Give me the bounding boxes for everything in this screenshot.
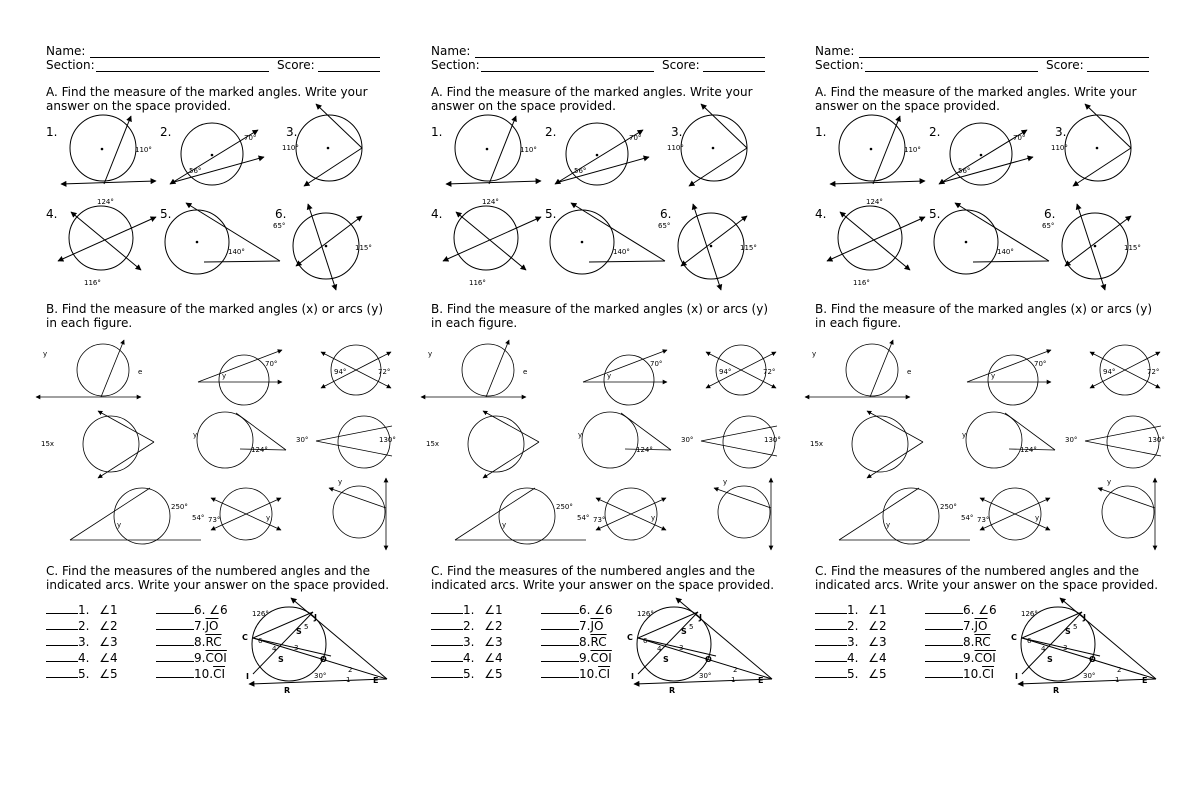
figure-b1 [805,340,910,397]
c-label: R [284,686,291,695]
b-label: y [222,372,227,380]
answer-row: 5. ∠5 [46,666,118,682]
figure-a5 [165,203,280,274]
b-label: y [962,431,967,439]
figure-a4 [58,206,156,270]
part-c-instruction: C. Find the measures of the numbered angles and the indicated arcs. Write your answer on the space provided. [46,564,390,592]
answer-blank[interactable] [925,602,963,614]
answer-blank[interactable] [541,666,579,678]
answer-blank[interactable] [541,634,579,646]
figure-a2 [555,123,649,185]
c-label: 4 [1041,645,1046,653]
c-label: C [242,633,248,642]
angle-label: 56° [189,167,202,175]
arc-label: 110° [135,146,152,154]
answer-row: 4. ∠4 [431,650,503,666]
arc-label: 115° [355,244,372,252]
answer-row: 3. ∠3 [815,634,887,650]
answer-row: $7.\overline{JO}$ [156,618,228,634]
name-label: Name: [46,44,86,58]
figure-a4 [443,206,541,270]
c-label: O [320,655,327,664]
arc-label: 65° [1042,222,1055,230]
b-label: 73° [208,516,221,524]
a-number: 3. [1055,125,1067,139]
answer-row: 1. ∠1 [46,602,118,618]
part-b-instruction: B. Find the measure of the marked angles (x) or arcs (y) in each figure. [46,302,384,330]
answer-row: 5. ∠5 [815,666,887,682]
figure-b4 [852,411,923,478]
arc-label: 110° [282,144,299,152]
b-label: 124° [251,446,268,454]
arc-label: 140° [997,248,1014,256]
c-label: S [1065,627,1071,636]
b-label: 30° [681,436,694,444]
answer-blank[interactable] [925,618,963,630]
section-field[interactable] [865,58,1038,72]
answer-row: 1. ∠1 [815,602,887,618]
answer-blank[interactable] [815,618,847,630]
b-label: y [502,521,507,529]
c-label: 1 [731,676,736,684]
c-label: I [246,672,249,681]
c-label: 30° [1083,672,1096,680]
part-c-instruction: C. Find the measures of the numbered angles and the indicated arcs. Write your answer on the space provided. [431,564,775,592]
b-label: e [523,368,528,376]
arc-label: 70° [1013,134,1026,142]
b-label: y [991,372,996,380]
b-label: y [886,521,891,529]
c-label: 6 [643,637,648,645]
arc-label: 110° [1051,144,1068,152]
b-label: 30° [296,436,309,444]
part-b-instruction: B. Find the measure of the marked angles (x) or arcs (y) in each figure. [431,302,769,330]
c-label: 2 [348,666,353,674]
b-label: 250° [940,503,957,511]
b-label: 73° [593,516,606,524]
part-c-left-list [46,602,118,682]
b-label: 124° [636,446,653,454]
arc-label: 70° [244,134,257,142]
c-label: E [1142,676,1148,685]
b-label: 70° [650,360,663,368]
b-label: 94° [334,368,347,376]
answer-blank[interactable] [925,666,963,678]
figure-a5 [934,203,1049,274]
answer-row: $10.\overline{CI}$ [925,666,997,682]
answer-blank[interactable] [46,650,78,662]
a-number: 1. [46,125,58,139]
figure-b9 [1098,478,1155,550]
figure-a6 [678,204,747,290]
answer-row: $8.\overline{RC}$ [156,634,228,650]
part-a-figures-row2 [46,198,391,290]
part-b-instruction: B. Find the measure of the marked angles (x) or arcs (y) in each figure. [815,302,1153,330]
arc-label: 124° [482,198,499,206]
b-label: 72° [1147,368,1160,376]
b-label: y [43,350,48,358]
figure-a2 [939,123,1033,185]
part-c-right-list [541,602,613,682]
answer-blank[interactable] [431,618,463,630]
figure-b7 [455,488,586,544]
a-number: 3. [286,125,298,139]
figure-b9 [329,478,386,550]
part-a-instruction: A. Find the measure of the marked angles. Write your answer on the space provided. [815,85,1137,113]
section-field[interactable] [96,58,269,72]
answer-blank[interactable] [46,602,78,614]
name-field[interactable] [859,44,1149,58]
answer-row: 6. ∠6 [925,602,997,618]
part-a-instruction: A. Find the measure of the marked angles. Write your answer on the space provided. [46,85,368,113]
b-label: 124° [1020,446,1037,454]
c-label: E [373,676,379,685]
answer-row: 5. ∠5 [431,666,503,682]
answer-row: $8.\overline{RC}$ [925,634,997,650]
c-label: 6 [258,637,263,645]
answer-row: 2. ∠2 [815,618,887,634]
answer-row: $9.\overline{COI}$ [541,650,613,666]
arc-label: 110° [667,144,684,152]
answer-row: 1. ∠1 [431,602,503,618]
figure-b8 [596,488,666,540]
figure-b4 [83,411,154,478]
answer-row: $9.\overline{COI}$ [156,650,228,666]
b-label: 73° [977,516,990,524]
a-number: 3. [671,125,683,139]
c-label: 3 [679,644,684,652]
answer-blank[interactable] [46,618,78,630]
c-label: 1 [1115,676,1120,684]
c-label: S [681,627,687,636]
part-c-right-list [156,602,228,682]
answer-blank[interactable] [156,666,194,678]
score-label: Score: [1046,58,1084,72]
figure-b2 [967,350,1051,405]
c-label: S [663,655,669,664]
answer-blank[interactable] [815,602,847,614]
b-label: 94° [719,368,732,376]
c-label: 126° [252,610,269,618]
part-a-figures-row1 [46,112,391,192]
part-a-figures-row2 [431,198,776,290]
arc-label: 110° [520,146,537,154]
figure-b1 [421,340,526,397]
section-field[interactable] [481,58,654,72]
figure-b4 [468,411,539,478]
part-c-left-list [431,602,503,682]
a-number: 5. [929,207,941,221]
c-label: 3 [294,644,299,652]
answer-blank[interactable] [431,602,463,614]
arc-label: 124° [97,198,114,206]
c-label: 126° [1021,610,1038,618]
b-label: 130° [1148,436,1165,444]
figure-a4 [827,206,925,270]
section-label: Section: [46,58,95,72]
answer-row: $8.\overline{RC}$ [541,634,613,650]
answer-blank[interactable] [431,634,463,646]
name-field[interactable] [475,44,765,58]
part-a-instruction: A. Find the measure of the marked angles. Write your answer on the space provided. [431,85,753,113]
answer-row: 4. ∠4 [46,650,118,666]
b-label: 54° [961,514,974,522]
answer-blank[interactable] [431,666,463,678]
worksheet-panel [426,0,781,785]
arc-label: 140° [613,248,630,256]
b-label: 130° [764,436,781,444]
arc-label: 140° [228,248,245,256]
b-label: 30° [1065,436,1078,444]
answer-blank[interactable] [156,634,194,646]
figure-a6 [1062,204,1131,290]
answer-row: 3. ∠3 [46,634,118,650]
name-field[interactable] [90,44,380,58]
b-label: e [138,368,143,376]
b-label: y [723,478,728,486]
answer-row: 2. ∠2 [46,618,118,634]
c-label: 126° [637,610,654,618]
figure-b9 [714,478,771,550]
arc-label: 65° [658,222,671,230]
part-a-figures-row1 [815,112,1160,192]
b-label: 15x [41,440,55,448]
a-number: 2. [160,125,172,139]
c-label: 4 [657,645,662,653]
answer-row: 6. ∠6 [541,602,613,618]
part-c-instruction: C. Find the measures of the numbered angles and the indicated arcs. Write your answer on the space provided. [815,564,1159,592]
name-label: Name: [431,44,471,58]
figure-b7 [70,488,201,544]
b-label: y [812,350,817,358]
arc-label: 116° [469,279,486,287]
figure-b5 [966,412,1055,468]
c-label: 5 [1073,623,1078,631]
arc-label: 116° [853,279,870,287]
section-label: Section: [815,58,864,72]
c-label: J [1083,613,1086,622]
answer-blank[interactable] [925,634,963,646]
figure-b7 [839,488,970,544]
b-label: y [578,431,583,439]
answer-blank[interactable] [815,650,847,662]
answer-row: $7.\overline{JO}$ [541,618,613,634]
arc-label: 116° [84,279,101,287]
score-label: Score: [277,58,315,72]
score-field[interactable] [703,58,765,72]
answer-blank[interactable] [46,666,78,678]
part-c-left-list [815,602,887,682]
c-label: S [278,655,284,664]
figure-b1 [36,340,141,397]
figure-b5 [197,412,286,468]
b-label: y [1107,478,1112,486]
figure-b5 [582,412,671,468]
answer-blank[interactable] [815,634,847,646]
answer-row: $9.\overline{COI}$ [925,650,997,666]
answer-blank[interactable] [541,618,579,630]
part-a-figures-row2 [815,198,1160,290]
c-label: R [1053,686,1060,695]
b-label: e [907,368,912,376]
a-number: 2. [929,125,941,139]
c-label: S [1047,655,1053,664]
c-label: J [314,613,317,622]
answer-blank[interactable] [925,650,963,662]
c-label: 5 [304,623,309,631]
figure-b2 [198,350,282,405]
b-label: 130° [379,436,396,444]
a-number: 6. [1044,207,1056,221]
answer-blank[interactable] [156,650,194,662]
c-label: 30° [699,672,712,680]
b-label: y [193,431,198,439]
part-a-figures-row1 [431,112,776,192]
answer-row: 4. ∠4 [815,650,887,666]
figure-b2 [583,350,667,405]
answer-blank[interactable] [541,650,579,662]
arc-label: 65° [273,222,286,230]
b-label: 72° [378,368,391,376]
a-number: 4. [431,207,443,221]
figure-a6 [293,204,362,290]
b-label: 94° [1103,368,1116,376]
b-label: 15x [810,440,824,448]
b-label: 15x [426,440,440,448]
answer-row: $10.\overline{CI}$ [541,666,613,682]
answer-blank[interactable] [541,602,579,614]
c-label: 5 [689,623,694,631]
c-label: 3 [1063,644,1068,652]
score-field[interactable] [1087,58,1149,72]
figure-b8 [980,488,1050,540]
a-number: 2. [545,125,557,139]
name-label: Name: [815,44,855,58]
c-label: 30° [314,672,327,680]
c-label: J [699,613,702,622]
answer-row: $10.\overline{CI}$ [156,666,228,682]
arc-label: 124° [866,198,883,206]
c-label: S [296,627,302,636]
figure-a3 [296,104,362,186]
answer-blank[interactable] [431,650,463,662]
b-label: 70° [265,360,278,368]
answer-blank[interactable] [815,666,847,678]
score-field[interactable] [318,58,380,72]
b-label: 70° [1034,360,1047,368]
answer-row: $7.\overline{JO}$ [925,618,997,634]
score-label: Score: [662,58,700,72]
arc-label: 115° [1124,244,1141,252]
a-number: 4. [46,207,58,221]
a-number: 5. [545,207,557,221]
b-label: y [338,478,343,486]
c-label: I [1015,672,1018,681]
arc-label: 110° [904,146,921,154]
a-number: 5. [160,207,172,221]
c-label: 6 [1027,637,1032,645]
b-label: y [428,350,433,358]
c-label: E [758,676,764,685]
a-number: 6. [275,207,287,221]
angle-label: 56° [574,167,587,175]
a-number: 1. [431,125,443,139]
figure-a3 [1065,104,1131,186]
c-label: O [1089,655,1096,664]
worksheet-panel [41,0,396,785]
a-number: 1. [815,125,827,139]
section-label: Section: [431,58,480,72]
c-label: 2 [1117,666,1122,674]
b-label: 250° [556,503,573,511]
worksheet-panel [810,0,1165,785]
a-number: 6. [660,207,672,221]
b-label: 250° [171,503,188,511]
c-label: O [705,655,712,664]
b-label: 54° [577,514,590,522]
b-label: y [651,514,656,522]
answer-blank[interactable] [156,618,194,630]
c-label: I [631,672,634,681]
figure-a5 [550,203,665,274]
c-label: 2 [733,666,738,674]
answer-blank[interactable] [156,602,194,614]
arc-label: 70° [629,134,642,142]
c-label: 4 [272,645,277,653]
c-label: 1 [346,676,351,684]
arc-label: 115° [740,244,757,252]
figure-a3 [681,104,747,186]
b-label: 54° [192,514,205,522]
answer-row: 3. ∠3 [431,634,503,650]
answer-blank[interactable] [46,634,78,646]
b-label: 72° [763,368,776,376]
b-label: y [607,372,612,380]
answer-row: 6. ∠6 [156,602,228,618]
part-c-right-list [925,602,997,682]
a-number: 4. [815,207,827,221]
figure-a2 [170,123,264,185]
angle-label: 56° [958,167,971,175]
b-label: y [1035,514,1040,522]
b-label: y [117,521,122,529]
b-label: y [266,514,271,522]
c-label: C [1011,633,1017,642]
figure-b8 [211,488,281,540]
c-label: C [627,633,633,642]
c-label: R [669,686,676,695]
answer-row: 2. ∠2 [431,618,503,634]
